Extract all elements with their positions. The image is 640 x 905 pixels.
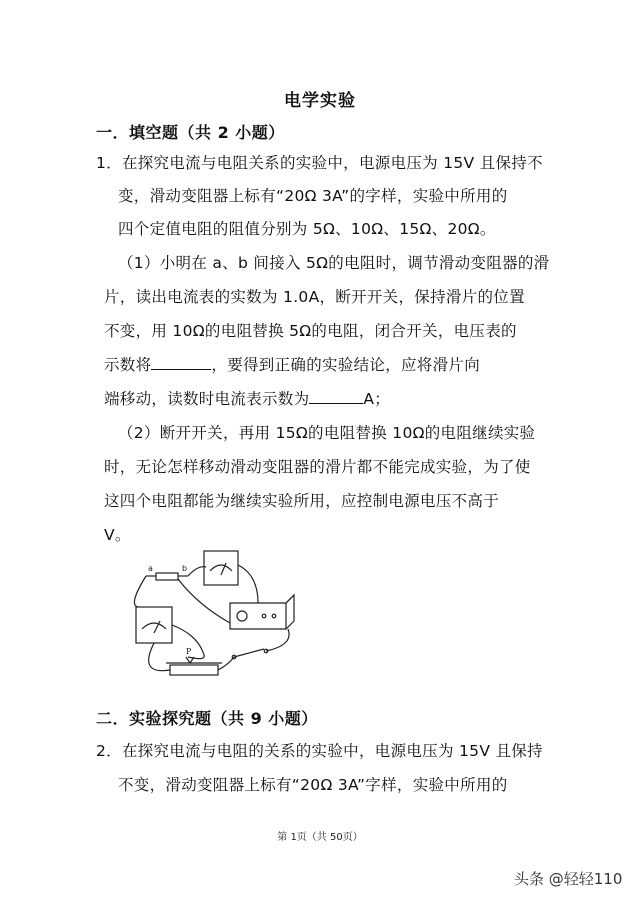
- power-knob: [237, 611, 247, 621]
- q1-line-8-text-b: A；: [363, 390, 391, 408]
- circuit-figure: [118, 545, 310, 695]
- answer-blank-1[interactable]: [151, 355, 211, 370]
- label-p: P: [186, 647, 192, 656]
- q1-line-7-text-b: ，要得到正确的实验结论，应将滑片向: [211, 356, 481, 374]
- voltmeter: [204, 551, 238, 585]
- q1-line-7: [104, 353, 480, 375]
- q2-line-2: 不变，滑动变阻器上标有“20Ω 3A”字样，实验中所用的: [118, 776, 508, 794]
- q1-line-7-text-a: 示数将: [104, 356, 152, 374]
- q1-line-12: V。: [104, 526, 131, 544]
- q1-line-8-text-a: 端移动，读数时电流表示数为: [104, 390, 310, 408]
- answer-blank-2[interactable]: [309, 389, 363, 404]
- ammeter-dial: [142, 623, 166, 629]
- q1-line-11: 这四个电阻都能为继续实验所用，应控制电源电压不高于: [104, 492, 500, 510]
- q1-line-5: 片，读出电流表的实数为 1.0A，断开开关，保持滑片的位置: [104, 288, 525, 306]
- section-heading-experiment: 二．实验探究题（共 9 小题）: [96, 709, 318, 728]
- rheostat: [170, 665, 218, 675]
- label-a: a: [148, 564, 153, 573]
- q2-line-1: 2．在探究电流与电阻的关系的实验中，电源电压为 15V 且保持: [96, 742, 543, 760]
- q1-line-9: （2）断开开关，再用 15Ω的电阻替换 10Ω的电阻继续实验: [118, 424, 536, 442]
- label-b: b: [182, 564, 188, 573]
- page-title: 电学实验: [284, 91, 356, 111]
- ammeter: [136, 607, 172, 643]
- q1-line-4: （1）小明在 a、b 间接入 5Ω的电阻时，调节滑动变阻器的滑: [118, 254, 550, 272]
- q1-line-6: 不变，用 10Ω的电阻替换 5Ω的电阻，闭合开关，电压表的: [104, 322, 517, 340]
- q1-line-10: 时，无论怎样移动滑动变阻器的滑片都不能完成实验，为了使: [104, 458, 531, 476]
- q1-line-1: 1．在探究电流与电阻关系的实验中，电源电压为 15V 且保持不: [96, 154, 543, 172]
- q1-line-3: 四个定值电阻的阻值分别为 5Ω、10Ω、15Ω、20Ω。: [118, 220, 496, 238]
- q1-line-8: [104, 387, 390, 409]
- q1-line-2: 变，滑动变阻器上标有“20Ω 3A”的字样，实验中所用的: [118, 187, 508, 205]
- section-heading-fill-in: 一．填空题（共 2 小题）: [96, 123, 285, 142]
- watermark: 头条 @轻轻110: [514, 870, 623, 888]
- resistor-ab: [156, 573, 178, 580]
- switch: [234, 649, 264, 657]
- page-footer: 第 1页（共 50页）: [277, 832, 363, 843]
- voltmeter-dial: [210, 565, 232, 571]
